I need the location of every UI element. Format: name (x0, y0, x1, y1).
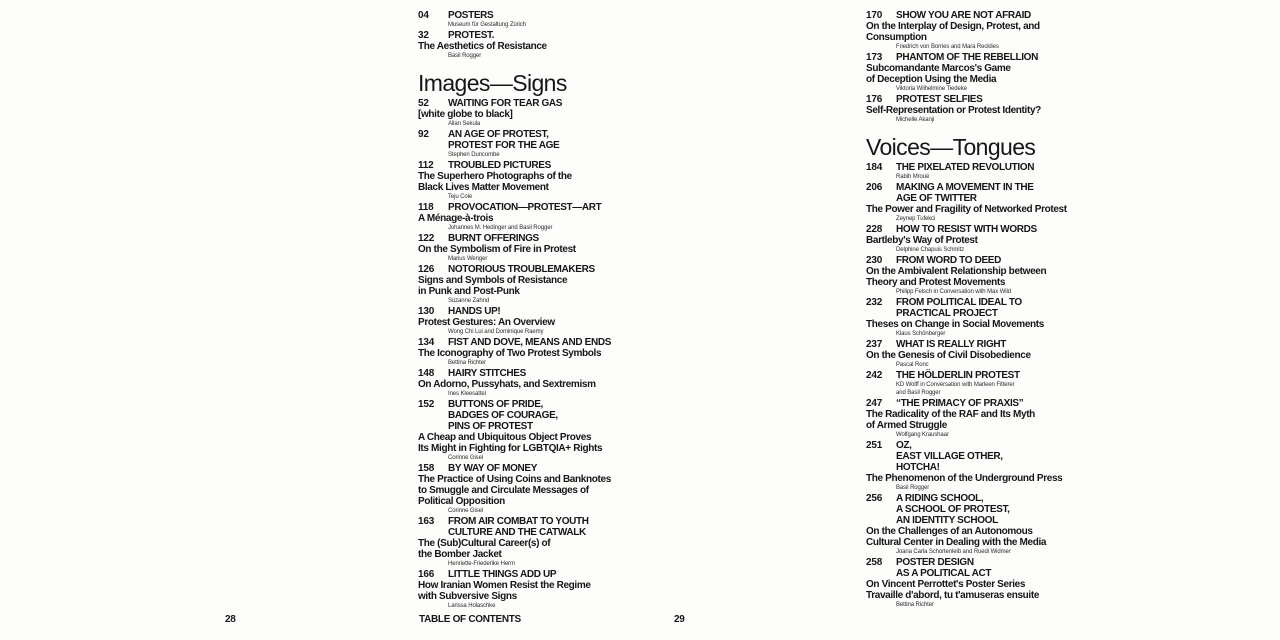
entry-title: PROTEST. (448, 30, 495, 41)
entry-title: PINS OF PROTEST (448, 421, 533, 432)
entry-title-line (866, 557, 1081, 568)
entry-author: Stephen Duncombe (448, 152, 500, 158)
entry-page-number: 184 (866, 162, 883, 173)
entry-title-line (418, 527, 633, 538)
entry-author: Pascal Ronc (896, 362, 929, 368)
entry-title-line (418, 140, 633, 151)
entry-subtitle: On the Ambivalent Relationship between (866, 266, 1047, 277)
entry-title-line (418, 202, 633, 213)
entry-title-line (418, 421, 633, 432)
entry-title-line (866, 493, 1081, 504)
entry-subtitle: The Phenomenon of the Underground Press (866, 473, 1063, 484)
toc-entry (418, 306, 633, 336)
entry-subtitle: A Ménage-à-trois (418, 213, 494, 224)
entry-author: Corinne Gisel (448, 455, 484, 461)
entry-title-line (866, 182, 1081, 193)
entry-page-number: 134 (418, 337, 435, 348)
entry-subtitle: A Cheap and Ubiquitous Object Proves (418, 432, 592, 443)
toc-entry (866, 52, 1081, 93)
entry-page-number-spacer (418, 527, 448, 538)
entry-title: BUTTONS OF PRIDE, (448, 399, 543, 410)
entry-author: Larissa Holaschke (448, 603, 496, 609)
entry-title: HOTCHA! (896, 462, 940, 473)
entry-title-line (866, 568, 1081, 579)
toc-entry (866, 182, 1081, 223)
entry-title-line (866, 297, 1081, 308)
entry-title: FROM POLITICAL IDEAL TO (896, 297, 1022, 308)
footer-page-number-right: 29 (674, 614, 685, 625)
entry-title: BY WAY OF MONEY (448, 463, 538, 474)
entry-title: BADGES OF COURAGE, (448, 410, 558, 421)
entry-subtitle: Its Might in Fighting for LGBTQIA+ Rights (418, 443, 603, 454)
section-heading: Images—Signs (418, 70, 567, 96)
entry-subtitle: Bartleby's Way of Protest (866, 235, 978, 246)
entry-author: KD Wolff in Conversation with Marleen Fitterer (896, 382, 1015, 388)
entry-title-line (866, 308, 1081, 319)
entry-page-number: 237 (866, 339, 883, 350)
entry-title: PROVOCATION—PROTEST—ART (448, 202, 602, 213)
entry-title: LITTLE THINGS ADD UP (448, 569, 557, 580)
entry-author: Bettina Richter (896, 602, 934, 608)
entry-page-number: 92 (418, 129, 429, 140)
entry-title-line (866, 504, 1081, 515)
footer-title: TABLE OF CONTENTS (419, 614, 521, 625)
entry-author: Ines Kleesattel (448, 391, 486, 397)
entry-title: POSTER DESIGN (896, 557, 974, 568)
entry-author: Wong Chi Lui and Dominique Raemy (448, 329, 544, 335)
entry-title-line (866, 52, 1081, 63)
entry-title: A RIDING SCHOOL, (896, 493, 984, 504)
entry-page-number: 112 (418, 160, 434, 171)
entry-title-line (418, 569, 633, 580)
entry-page-number: 173 (866, 52, 883, 63)
entry-page-number: 247 (866, 398, 883, 409)
section-heading: Voices—Tongues (866, 134, 1036, 160)
entry-title-line (866, 162, 1081, 173)
entry-page-number-spacer (866, 515, 896, 526)
toc-entry (866, 224, 1081, 254)
entry-page-number: 52 (418, 98, 429, 109)
entry-title-line (866, 462, 1081, 473)
entry-title-line (866, 10, 1081, 21)
entry-subtitle: Black Lives Matter Movement (418, 182, 549, 193)
entry-author: and Basil Rogger (896, 390, 941, 396)
entry-title: FIST AND DOVE, MEANS AND ENDS (448, 337, 612, 348)
entry-title-line (866, 370, 1081, 381)
entry-title: WHAT IS REALLY RIGHT (896, 339, 1007, 350)
entry-title-line (866, 255, 1081, 266)
entry-author: Corinne Gisel (448, 508, 484, 514)
entry-author: Friedrich von Borries and Mara Recklies (896, 44, 999, 50)
toc-column-right (866, 10, 1081, 610)
entry-title: AGE OF TWITTER (896, 193, 977, 204)
entry-page-number: 258 (866, 557, 883, 568)
toc-entry (418, 160, 633, 201)
entry-subtitle: How Iranian Women Resist the Regime (418, 580, 591, 591)
entry-subtitle: On the Symbolism of Fire in Protest (418, 244, 576, 255)
entry-author: Suzanne Zahnd (448, 298, 490, 304)
entry-title: AS A POLITICAL ACT (896, 568, 992, 579)
entry-page-number: 230 (866, 255, 883, 266)
entry-author: Johannes M. Hedinger and Basil Rogger (448, 225, 553, 231)
toc-entry (866, 339, 1081, 369)
entry-title: PRACTICAL PROJECT (896, 308, 998, 319)
entry-page-number: 122 (418, 233, 435, 244)
entry-subtitle: Signs and Symbols of Resistance (418, 275, 568, 286)
entry-page-number: 232 (866, 297, 883, 308)
entry-title-line (418, 98, 633, 109)
entry-title: HAIRY STITCHES (448, 368, 526, 379)
toc-entry (866, 94, 1081, 124)
entry-author: Klaus Schönberger (896, 331, 946, 337)
entry-subtitle: [white globe to black] (418, 109, 513, 120)
entry-subtitle: Cultural Center in Dealing with the Media (866, 537, 1047, 548)
entry-title: PROTEST FOR THE AGE (448, 140, 560, 151)
entry-subtitle: Subcomandante Marcos's Game (866, 63, 1011, 74)
entry-author: Philipp Felsch in Conversation with Max Wild (896, 289, 1011, 295)
entry-page-number: 148 (418, 368, 435, 379)
entry-page-number-spacer (866, 462, 896, 473)
entry-subtitle: Theses on Change in Social Movements (866, 319, 1045, 330)
entry-subtitle: The Power and Fragility of Networked Protest (866, 204, 1067, 215)
entry-title: WAITING FOR TEAR GAS (448, 98, 563, 109)
entry-title-line (866, 440, 1081, 451)
entry-title: THE HÖLDERLIN PROTEST (896, 370, 1020, 381)
toc-entry (418, 98, 633, 128)
entry-subtitle: of Deception Using the Media (866, 74, 997, 85)
entry-subtitle: of Armed Struggle (866, 420, 947, 431)
entry-author: Rabih Mroué (896, 174, 930, 180)
entry-title: AN IDENTITY SCHOOL (896, 515, 998, 526)
entry-page-number: 251 (866, 440, 883, 451)
entry-subtitle: The Practice of Using Coins and Banknotes (418, 474, 611, 485)
entry-subtitle: On the Genesis of Civil Disobedience (866, 350, 1031, 361)
entry-subtitle: Political Opposition (418, 496, 505, 507)
entry-title-line (866, 94, 1081, 105)
entry-title: FROM WORD TO DEED (896, 255, 1001, 266)
entry-page-number-spacer (866, 193, 896, 204)
entry-title-line (418, 30, 633, 41)
entry-subtitle: the Bomber Jacket (418, 549, 502, 560)
entry-page-number: 166 (418, 569, 435, 580)
entry-title: MAKING A MOVEMENT IN THE (896, 182, 1034, 193)
entry-subtitle: The Radicality of the RAF and Its Myth (866, 409, 1035, 420)
toc-entry (866, 557, 1081, 609)
entry-subtitle: with Subversive Signs (418, 591, 517, 602)
toc-entry (418, 129, 633, 159)
entry-title-line (418, 264, 633, 275)
entry-page-number: 206 (866, 182, 883, 193)
entry-author: Zeynep Tufekci (896, 216, 936, 222)
entry-title-line (418, 129, 633, 140)
entry-page-number: 163 (418, 516, 435, 527)
entry-author: Michelle Akanji (896, 117, 935, 123)
entry-subtitle: On the Interplay of Design, Protest, and (866, 21, 1040, 32)
toc-entry (418, 337, 633, 367)
entry-title-line (418, 399, 633, 410)
toc-entry (866, 162, 1081, 181)
entry-title: PHANTOM OF THE REBELLION (896, 52, 1038, 63)
entry-title-line (418, 516, 633, 527)
entry-title-line (866, 515, 1081, 526)
entry-page-number: 176 (866, 94, 883, 105)
entry-subtitle: Travaille d'abord, tu t'amuseras ensuite (866, 590, 1040, 601)
entry-subtitle: The (Sub)Cultural Career(s) of (418, 538, 551, 549)
entry-title: THE PIXELATED REVOLUTION (896, 162, 1035, 173)
entry-title: OZ, (896, 440, 912, 451)
entry-title: SHOW YOU ARE NOT AFRAID (896, 10, 1031, 21)
entry-subtitle: On Adorno, Pussyhats, and Sextremism (418, 379, 596, 390)
entry-page-number-spacer (866, 308, 896, 319)
entry-title: TROUBLED PICTURES (448, 160, 551, 171)
entry-title-line (418, 410, 633, 421)
entry-subtitle: The Superhero Photographs of the (418, 171, 572, 182)
entry-subtitle: Self-Representation or Protest Identity? (866, 105, 1041, 116)
toc-entry (418, 30, 633, 60)
entry-page-number: 242 (866, 370, 883, 381)
entry-title: PROTEST SELFIES (896, 94, 983, 105)
entry-page-number-spacer (418, 410, 448, 421)
entry-title: EAST VILLAGE OTHER, (896, 451, 1003, 462)
toc-entry (418, 569, 633, 610)
entry-author: Wolfgang Kraushaar (896, 432, 949, 438)
entry-page-number: 32 (418, 30, 429, 41)
entry-author: Bettina Richter (448, 360, 486, 366)
entry-subtitle: The Iconography of Two Protest Symbols (418, 348, 602, 359)
entry-author: Henriette-Friederike Herm (448, 561, 515, 567)
entry-page-number: 126 (418, 264, 435, 275)
entry-subtitle: The Aesthetics of Resistance (418, 41, 547, 52)
entry-title: HOW TO RESIST WITH WORDS (896, 224, 1037, 235)
entry-page-number-spacer (866, 568, 896, 579)
toc-entry (866, 493, 1081, 556)
entry-title: A SCHOOL OF PROTEST, (896, 504, 1010, 515)
entry-page-number: 158 (418, 463, 435, 474)
toc-entry (418, 10, 633, 29)
entry-title-line (418, 233, 633, 244)
footer-page-number-left: 28 (225, 614, 236, 625)
toc-entry (866, 297, 1081, 338)
entry-subtitle: to Smuggle and Circulate Messages of (418, 485, 589, 496)
entry-subtitle: On the Challenges of an Autonomous (866, 526, 1033, 537)
entry-page-number: 256 (866, 493, 883, 504)
toc-entry (418, 399, 633, 462)
entry-title-line (418, 463, 633, 474)
entry-page-number: 228 (866, 224, 883, 235)
entry-subtitle: in Punk and Post-Punk (418, 286, 520, 297)
entry-page-number: 04 (418, 10, 429, 21)
entry-subtitle: Theory and Protest Movements (866, 277, 1006, 288)
entry-title-line (418, 337, 633, 348)
entry-page-number-spacer (418, 140, 448, 151)
entry-author: Basil Rogger (448, 53, 482, 59)
entry-title: BURNT OFFERINGS (448, 233, 539, 244)
entry-page-number: 170 (866, 10, 883, 21)
toc-entry (866, 370, 1081, 397)
entry-title-line (866, 193, 1081, 204)
toc-entry (418, 463, 633, 515)
entry-author: Viktoria Wilhelmine Tiedeke (896, 86, 967, 92)
entry-title-line (418, 160, 633, 171)
entry-author: Museum für Gestaltung Zürich (448, 22, 526, 28)
entry-author: Marius Wenger (448, 256, 488, 262)
entry-title-line (418, 306, 633, 317)
entry-author: Teju Cole (448, 194, 473, 200)
entry-title-line (866, 451, 1081, 462)
toc-entry (418, 233, 633, 263)
entry-title: FROM AIR COMBAT TO YOUTH (448, 516, 589, 527)
entry-page-number-spacer (418, 421, 448, 432)
entry-title-line (418, 10, 633, 21)
entry-author: Joana Carla Schortenleib and Ruedi Widmer (896, 549, 1011, 555)
entry-page-number: 118 (418, 202, 434, 213)
entry-title: HANDS UP! (448, 306, 501, 317)
toc-entry (418, 264, 633, 305)
entry-title-line (418, 368, 633, 379)
entry-page-number-spacer (866, 504, 896, 515)
entry-page-number: 152 (418, 399, 435, 410)
entry-author: Allan Sekula (448, 121, 481, 127)
toc-column-left (418, 10, 633, 611)
toc-entry (418, 368, 633, 398)
entry-title-line (866, 398, 1081, 409)
entry-page-number: 130 (418, 306, 435, 317)
toc-entry (418, 516, 633, 568)
entry-page-number-spacer (866, 451, 896, 462)
toc-entry (866, 255, 1081, 296)
entry-title-line (866, 224, 1081, 235)
entry-subtitle: On Vincent Perrottet's Poster Series (866, 579, 1026, 590)
entry-title: CULTURE AND THE CATWALK (448, 527, 586, 538)
entry-author: Delphine Chapuis Schmitz (896, 247, 964, 253)
toc-entry (418, 202, 633, 232)
entry-title-line (866, 339, 1081, 350)
entry-title: AN AGE OF PROTEST, (448, 129, 549, 140)
entry-title: POSTERS (448, 10, 494, 21)
entry-author: Basil Rogger (896, 485, 930, 491)
entry-subtitle: Consumption (866, 32, 927, 43)
toc-entry (866, 398, 1081, 439)
toc-entry (866, 440, 1081, 492)
entry-title: NOTORIOUS TROUBLEMAKERS (448, 264, 595, 275)
toc-entry (866, 10, 1081, 51)
entry-title: “THE PRIMACY OF PRAXIS” (896, 398, 1024, 409)
entry-subtitle: Protest Gestures: An Overview (418, 317, 555, 328)
